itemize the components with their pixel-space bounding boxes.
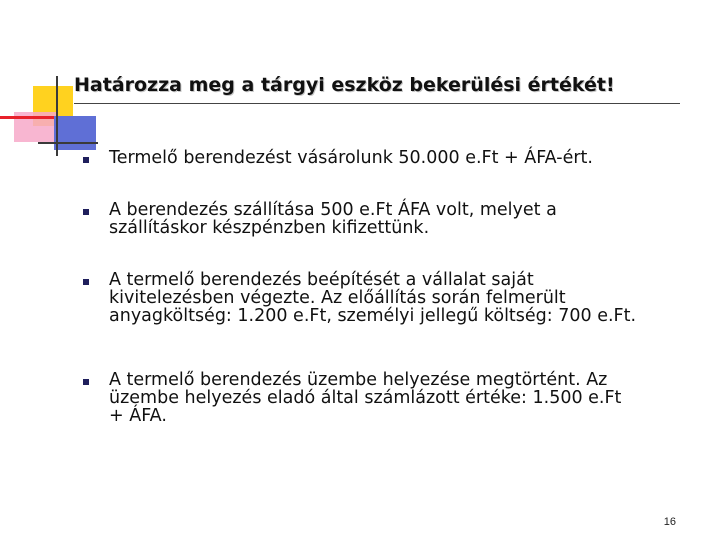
bullet-text: A termelő berendezés üzembe helyezése megtörtént. Az üzembe helyezés eladó által számlázott értéke: 1.500 e.Ft + ÁFA. (109, 370, 622, 426)
bullet-text: A termelő berendezés beépítését a vállalat saját kivitelezésben végezte. Az előállítás során felmerült anyagköltség: 1.200 e.Ft, személyi jellegű költség: 700 e.Ft. (109, 270, 637, 326)
list-item (80, 149, 593, 167)
bullet-text: Termelő berendezést vásárolunk 50.000 e.Ft + ÁFA-ért. (109, 148, 593, 168)
title-underline (74, 103, 680, 104)
square-bullet-icon (83, 379, 89, 385)
slide-title: Határozza meg a tárgyi eszköz bekerülési értékét! (74, 74, 615, 96)
square-bullet-icon (83, 279, 89, 285)
list-item (80, 271, 636, 325)
decorative-blue-square (54, 116, 96, 150)
bullet-text: A berendezés szállítása 500 e.Ft ÁFA volt, melyet a szállításkor készpénzben kifizettünk. (109, 200, 557, 238)
decorative-vertical-line (56, 76, 58, 156)
page-number: 16 (663, 516, 676, 528)
list-item (80, 201, 557, 237)
list-item (80, 371, 621, 425)
decorative-red-line (0, 116, 58, 119)
square-bullet-icon (83, 157, 89, 163)
decorative-horizontal-line (38, 142, 98, 144)
square-bullet-icon (83, 209, 89, 215)
